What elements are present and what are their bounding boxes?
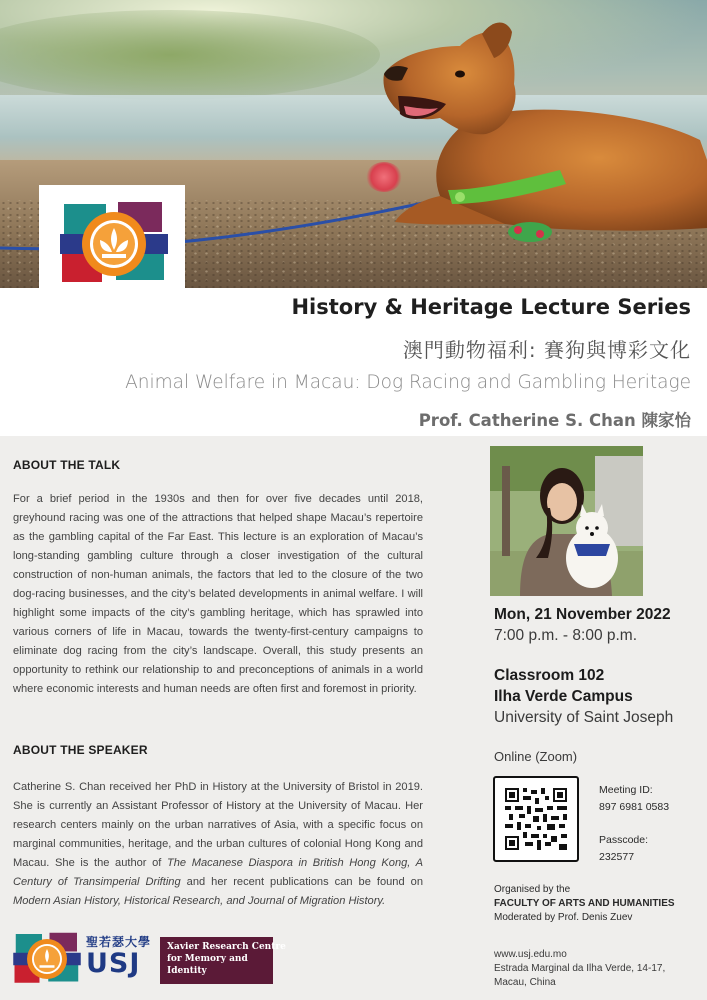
speaker-photo bbox=[490, 446, 643, 596]
journal-3: Journal of Migration History bbox=[247, 895, 383, 907]
usj-crest-icon bbox=[58, 198, 170, 290]
event-room: Classroom 102 bbox=[494, 667, 605, 684]
lecture-title-cn: 澳門動物福利: 賽狗與博彩文化 bbox=[402, 338, 691, 362]
speaker-bio-end: . bbox=[382, 895, 386, 907]
meeting-id-value: 897 6981 0583 bbox=[599, 801, 670, 813]
online-label: Online (Zoom) bbox=[494, 749, 578, 764]
event-date: Mon, 21 November 2022 bbox=[494, 606, 671, 623]
website-link[interactable]: www.usj.edu.mo bbox=[494, 949, 567, 960]
book-title-1: The Macanese Diaspora in British Hong Kong bbox=[166, 857, 408, 869]
about-speaker-body bbox=[13, 778, 423, 911]
usj-footer-crest-icon bbox=[12, 930, 82, 988]
about-speaker-heading: ABOUT THE SPEAKER bbox=[13, 743, 148, 757]
about-talk-heading: ABOUT THE TALK bbox=[13, 458, 121, 472]
passcode-value: 232577 bbox=[599, 851, 635, 863]
moderator-name: Moderated by Prof. Denis Zuev bbox=[494, 912, 633, 923]
book-separator: , bbox=[407, 857, 416, 869]
journal-conjunction: , and bbox=[220, 895, 248, 907]
passcode-label: Passcode: bbox=[599, 834, 649, 846]
speaker-bio-text: Catherine S. Chan received her PhD in History at the University of Bristol in 2019. She is currently an Assistant Professor of History at the University of Macau. Her research centers mainly on the urban narratives of Asia, with a specific focus on marginal communities, heritage, and the urban cultures of colonial Hong Kong and Macau. She is the author of bbox=[13, 781, 423, 869]
event-campus: Ilha Verde Campus bbox=[494, 688, 633, 705]
lecture-title-en: Animal Welfare in Macau: Dog Racing and Gambling Heritage bbox=[125, 372, 691, 393]
xavier-line-1: Xavier Research Centre bbox=[167, 942, 286, 952]
organised-by-label: Organised by the bbox=[494, 884, 571, 895]
xavier-centre-logo bbox=[160, 937, 286, 984]
event-university: University of Saint Joseph bbox=[494, 709, 674, 726]
address-line-2: Macau, China bbox=[494, 977, 556, 988]
journal-separator: , bbox=[117, 895, 124, 907]
book-title-2: A Century of Transimperial Drifting bbox=[13, 857, 423, 888]
zoom-qr-code[interactable] bbox=[493, 776, 579, 862]
faculty-name: FACULTY OF ARTS AND HUMANITIES bbox=[494, 898, 675, 909]
event-time: 7:00 p.m. - 8:00 p.m. bbox=[494, 627, 638, 644]
speaker-bio-text-2: and her recent publications can be found on bbox=[180, 876, 423, 888]
meeting-id-label: Meeting ID: bbox=[599, 784, 653, 796]
xavier-line-2: for Memory and bbox=[167, 954, 248, 964]
about-talk-body: For a brief period in the 1930s and then for over five decades until 2018, greyhound racing was one of the attractions that helped shape Macau’s repertoire as the gambling capital of the Far East. This lecture is an exploration of Macau’s long-standing gambling culture through a closer investigation of the cultural construction of non-human animals, the factors that led to the closure of the two dog-racing businesses, and the city’s belated developments in animal welfare. I will highlight some impacts of the city’s gambling heritage, which has sprawled into various corners of life in Macau, towards the twenty-first-century campaigns to eliminate dog racing from the city’s landscape. Overall, this study presents an opportunity to rethink our relationship to and preconceptions of animals in a world where economic interests and human needs are often first and foremost in priority. bbox=[13, 493, 423, 695]
speaker-name: Prof. Catherine S. Chan 陳家怡 bbox=[418, 411, 691, 430]
footer-university-cn: 聖若瑟大學 bbox=[86, 935, 152, 949]
xavier-line-3: Identity bbox=[167, 966, 207, 976]
qr-code-icon bbox=[505, 788, 567, 850]
journal-2: Historical Research bbox=[123, 895, 221, 907]
footer-usj-wordmark: USJ bbox=[86, 948, 141, 979]
address-line-1: Estrada Marginal da Ilha Verde, 14-17, bbox=[494, 963, 666, 974]
journal-1: Modern Asian History bbox=[13, 895, 118, 907]
lecture-series-title: History & Heritage Lecture Series bbox=[291, 295, 691, 319]
